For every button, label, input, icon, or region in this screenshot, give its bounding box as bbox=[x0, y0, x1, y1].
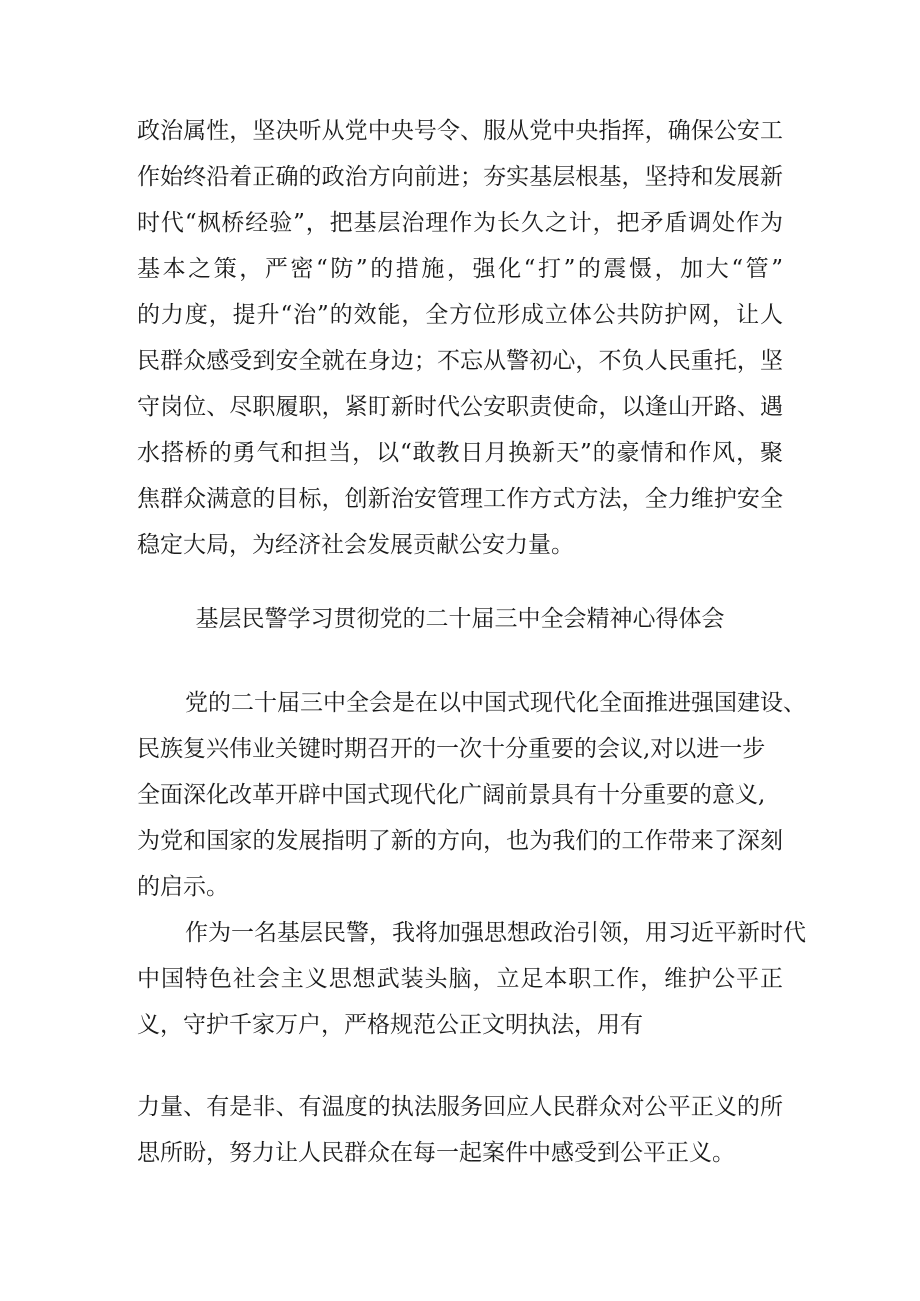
text-line: 作为一名基层民警，我将加强思想政治引领，用习近平新时代 bbox=[185, 920, 806, 946]
text-line: 全面深化改革开辟中国式现代化广阔前景具有十分重要的意义, bbox=[137, 782, 766, 808]
article-title: 基层民警学习贯彻党的二十届三中全会精神心得体会 bbox=[195, 606, 725, 632]
text-line: 作始终沿着正确的政治方向前进；夯实基层根基，坚持和发展新 bbox=[137, 164, 783, 190]
text-line: 水搭桥的勇气和担当，以“敢教日月换新天”的豪情和作风，聚 bbox=[137, 440, 783, 466]
text-line: 稳定大局，为经济社会发展贡献公安力量。 bbox=[137, 532, 574, 558]
text-line: 民族复兴伟业关键时期召开的一次十分重要的会议,对以进一步 bbox=[137, 736, 766, 762]
text-line: 义，守护千家万户，严格规范公正文明执法，用有 bbox=[137, 1012, 643, 1038]
text-line: 党的二十届三中全会是在以中国式现代化全面推进强国建设、 bbox=[185, 690, 806, 716]
text-line: 民群众感受到安全就在身边；不忘从警初心，不负人民重托，坚 bbox=[137, 348, 783, 374]
text-line: 的启示。 bbox=[137, 874, 229, 900]
text-line: 时代“枫桥经验”，把基层治理作为长久之计，把矛盾调处作为 bbox=[137, 210, 783, 236]
text-line: 思所盼，努力让人民群众在每一起案件中感受到公平正义。 bbox=[137, 1140, 735, 1166]
text-line: 基本之策，严密“防”的措施，强化“打”的震慑，加大“管” bbox=[137, 256, 783, 282]
text-line: 焦群众满意的目标，创新治安管理工作方式方法，全力维护安全 bbox=[137, 486, 783, 512]
text-line: 政治属性，坚决听从党中央号令、服从党中央指挥，确保公安工 bbox=[137, 118, 783, 144]
text-line: 力量、有是非、有温度的执法服务回应人民群众对公平正义的所 bbox=[137, 1094, 783, 1120]
text-line: 守岗位、尽职履职，紧盯新时代公安职责使命，以逢山开路、遇 bbox=[137, 394, 783, 420]
text-line: 为党和国家的发展指明了新的方向，也为我们的工作带来了深刻 bbox=[137, 828, 783, 854]
text-line: 中国特色社会主义思想武装头脑，立足本职工作，维护公平正 bbox=[137, 966, 783, 992]
text-line: 的力度，提升“治”的效能，全方位形成立体公共防护网，让人 bbox=[137, 302, 783, 328]
